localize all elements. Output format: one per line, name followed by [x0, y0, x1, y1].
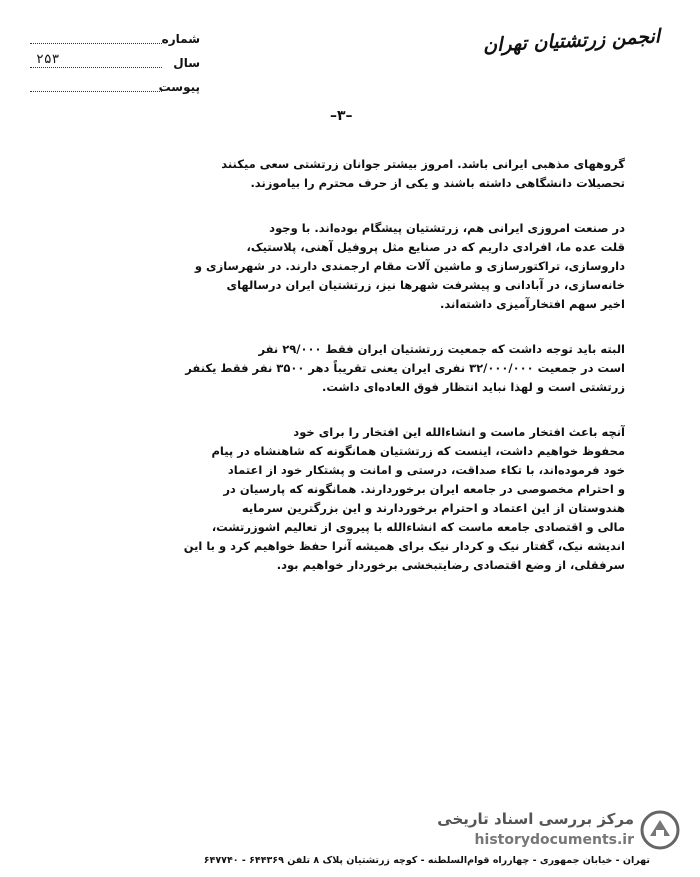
text-line: است در جمعیت ۳۲/۰۰۰/۰۰۰ نفری ایران یعنی تقریباً دهر ۳۵۰۰ نفر فقط یکنفر: [185, 361, 625, 375]
paragraph-3: [88, 340, 625, 397]
paragraph-1: [88, 155, 625, 193]
watermark-url: historydocuments.ir: [474, 832, 634, 848]
text-line: آنچه باعث افتخار ماست و انشاءالله این افتخار را برای خود: [293, 425, 625, 439]
text-line: خود فرموده‌اند، با تکاء صداقت، درستی و امانت و پشتکار خود از اعتماد: [227, 463, 625, 477]
number-line: [30, 43, 162, 44]
text-line: گروههای مذهبی ایرانی باشد. امروز بیشتر جوانان زرتشتی سعی میکنند: [221, 157, 625, 171]
letter-body: [88, 155, 625, 601]
page-number: –۳–: [330, 108, 353, 124]
attachment-row: [30, 76, 200, 100]
text-line: زرتشتی است و لهذا نباید انتظار فوق العاده‌ای داشت.: [321, 380, 625, 394]
date-value: ۲۵۳: [36, 52, 60, 67]
attachment-label: پیوست: [158, 80, 200, 94]
text-line: و احترام مخصوصی در جامعه ایران برخوردارند. همانگونه که پارسیان در: [223, 482, 625, 496]
text-line: اخیر سهم افتخارآمیزی داشته‌اند.: [440, 297, 625, 311]
text-line: سرفقلی، از وضع اقتصادی رضایتبخشی برخوردار خواهیم بود.: [276, 558, 625, 572]
number-label: شماره: [161, 32, 200, 46]
archive-watermark: [400, 810, 680, 852]
attachment-line: [30, 91, 162, 92]
paragraph-4: [88, 423, 625, 575]
number-row: [30, 28, 200, 52]
text-line: داروسازی، تراکتورسازی و ماشین آلات مقام ارجمندی دارند. در شهرسازی و: [194, 259, 625, 273]
watermark-title: مرکز بررسی اسناد تاریخی: [437, 810, 634, 828]
organization-logo: انجمن زرتشتیان تهران: [482, 25, 661, 57]
text-line: البته باید توجه داشت که جمعیت زرتشتیان ایران فقط ۲۹/۰۰۰ نفر: [258, 342, 625, 356]
text-line: هندوستان از این اعتماد و احترام برخوردارند و این بزرگترین سرمایه: [241, 501, 625, 515]
date-line: [30, 67, 162, 68]
text-line: خانه‌سازی، در آبادانی و پیشرفت شهرها نیز، زرتشتیان ایران درسالهای: [226, 278, 625, 292]
text-line: قلت عده ما، افرادی داریم که در صنایع مثل پروفیل آهنی، پلاستیک،: [246, 240, 625, 254]
text-line: مالی و اقتصادی جامعه ماست که انشاءالله با پیروی از تعالیم اشوزرتشت،: [211, 520, 625, 534]
text-line: تحصیلات دانشگاهی داشته باشند و یکی از حرف محترم را بیاموزند.: [250, 176, 625, 190]
text-line: اندیشه نیک، گفتار نیک و کردار نیک برای همیشه آنرا حفظ خواهیم کرد و با این: [183, 539, 625, 553]
footer-address: تهران - خیابان جمهوری - چهارراه قوام‌السلطنه - کوچه زرتشتیان پلاک ۸ تلفن ۶۴۴۳۶۹ - ۶۴۷۷۴۰: [203, 855, 650, 866]
letter-metadata: [30, 28, 200, 100]
date-label: سال: [173, 56, 200, 70]
archive-logo-icon: [640, 810, 680, 850]
text-line: در صنعت امروزی ایرانی هم، زرتشتیان پیشگام بوده‌اند. با وجود: [269, 221, 625, 235]
date-row: [30, 52, 200, 76]
text-line: محفوظ خواهیم داشت، اینست که زرتشتیان همانگونه که شاهنشاه در پیام: [211, 444, 625, 458]
paragraph-2: [88, 219, 625, 314]
